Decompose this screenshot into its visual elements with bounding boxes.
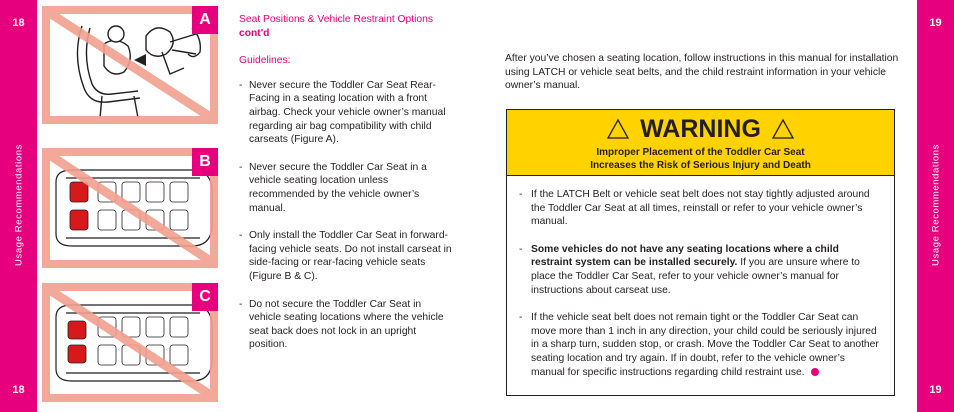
page-number: 18 xyxy=(12,384,25,396)
guideline-text: Do not secure the Toddler Car Seat in vehicle seating locations where the vehicle seat back does not lock in an upright position. xyxy=(249,298,444,351)
warning-item-text: If the vehicle seat belt does not remain tight or the Toddler Car Seat can move more than 1 inch in any direction, your child could be seriously injured in a sharp turn, sudden stop, or crash. Move the Toddler Car Seat to another seating location and try again. If in doubt, refer to the vehicle owner’s manual for specific instructions regarding child restraint use. xyxy=(531,312,879,378)
warning-title xyxy=(507,114,894,144)
guideline-item: - Do not secure the Toddler Car Seat in vehicle seating locations where the vehicle seat back does not lock in an upright position. xyxy=(239,298,444,351)
section-title-text: Seat Positions & Vehicle Restraint Options xyxy=(239,14,434,25)
guidelines-column xyxy=(239,13,454,366)
pink-dot-icon xyxy=(811,368,819,376)
left-page-band xyxy=(0,0,37,412)
guideline-item: - Only install the Toddler Car Seat in forward-facing vehicle seats. Do not install carseat in side-facing or rear-facing vehicle seats (Figure B & C). xyxy=(239,230,452,282)
warning-title-text: WARNING xyxy=(640,115,761,143)
right-page-band xyxy=(917,0,954,412)
guideline-item: - Never secure the Toddler Car Seat Rear-Facing in a seating location with a front airbag. Check your vehicle owner’s manual regarding air bag compatibility with child carseats (Figure A). xyxy=(239,79,446,146)
warning-subtitle xyxy=(507,146,894,172)
guideline-text: Never secure the Toddler Car Seat in a vehicle seating location unless recommended by the vehicle owner’s manual. xyxy=(249,161,427,214)
intro-paragraph: After you’ve chosen a seating location, follow instructions in this manual for installation using LATCH or vehicle seat belts, and the child restraint information in your vehicle owner’s manual. xyxy=(505,53,899,92)
warning-item: - Some vehicles do not have any seating locations where a child restraint system can be installed securely. If you are unsure where to place the Toddler Car Seat, refer to your vehicle owner’s manual for instructions about carseat use. xyxy=(519,243,860,296)
figure-letter: B xyxy=(199,153,211,170)
page-number: 19 xyxy=(929,384,942,396)
warning-triangle-icon xyxy=(771,118,795,140)
warning-subtitle-line: Increases the Risk of Serious Injury and Death xyxy=(590,160,811,171)
page-number: 19 xyxy=(929,17,942,29)
figure-c xyxy=(42,283,218,402)
warning-item-text: If you are unsure where to place the Toddler Car Seat, refer to your vehicle owner’s manual for instructions about carseat use. xyxy=(531,257,860,296)
warning-header xyxy=(507,110,894,176)
guideline-text: Only install the Toddler Car Seat in forward-facing vehicle seats. Do not install carseat in side-facing or rear-facing vehicle seats (Figure B & C). xyxy=(249,230,452,282)
warning-triangle-icon xyxy=(606,118,630,140)
figure-letter: A xyxy=(199,11,211,28)
guideline-text: Never secure the Toddler Car Seat Rear-Facing in a seating location with a front airbag. Check your vehicle owner’s manual regarding air bag compatibility with child carseats (Figure A). xyxy=(249,79,446,146)
warning-box xyxy=(506,109,895,396)
section-side-label xyxy=(0,0,37,412)
side-label-text: Usage Recommendations xyxy=(13,144,24,266)
warning-item-text: If the LATCH Belt or vehicle seat belt does not stay tightly adjusted around the Toddler Car Seat at all times, reinstall or refer to your vehicle owner’s manual. xyxy=(531,189,870,228)
guideline-item: - Never secure the Toddler Car Seat in a vehicle seating location unless recommended by the vehicle owner’s manual. xyxy=(239,161,427,214)
warning-body xyxy=(507,176,894,379)
warning-subtitle-line: Improper Placement of the Toddler Car Seat xyxy=(596,147,805,158)
figure-b xyxy=(42,148,218,268)
side-label-text: Usage Recommendations xyxy=(930,144,941,266)
section-title-contd: cont'd xyxy=(239,27,270,39)
page-number: 18 xyxy=(12,17,25,29)
section-side-label xyxy=(917,0,954,412)
warning-item-bold: Some vehicles do not have any seating locations where a child restraint system can be installed securely. xyxy=(531,243,839,269)
section-title xyxy=(239,13,454,40)
warning-item: - If the LATCH Belt or vehicle seat belt does not stay tightly adjusted around the Toddler Car Seat at all times, reinstall or refer to your vehicle owner’s manual. xyxy=(519,189,870,228)
figure-a xyxy=(42,6,218,124)
guidelines-heading: Guidelines: xyxy=(239,55,291,67)
figure-letter: C xyxy=(199,288,211,305)
warning-item: - If the vehicle seat belt does not remain tight or the Toddler Car Seat can move more than 1 inch in any direction, your child could be seriously injured in a sharp turn, sudden stop, or crash. Move the Toddler Car Seat to another seating location and try again. If in doubt, refer to the vehicle owner’s manual for specific instructions regarding child restraint use. xyxy=(519,312,879,378)
